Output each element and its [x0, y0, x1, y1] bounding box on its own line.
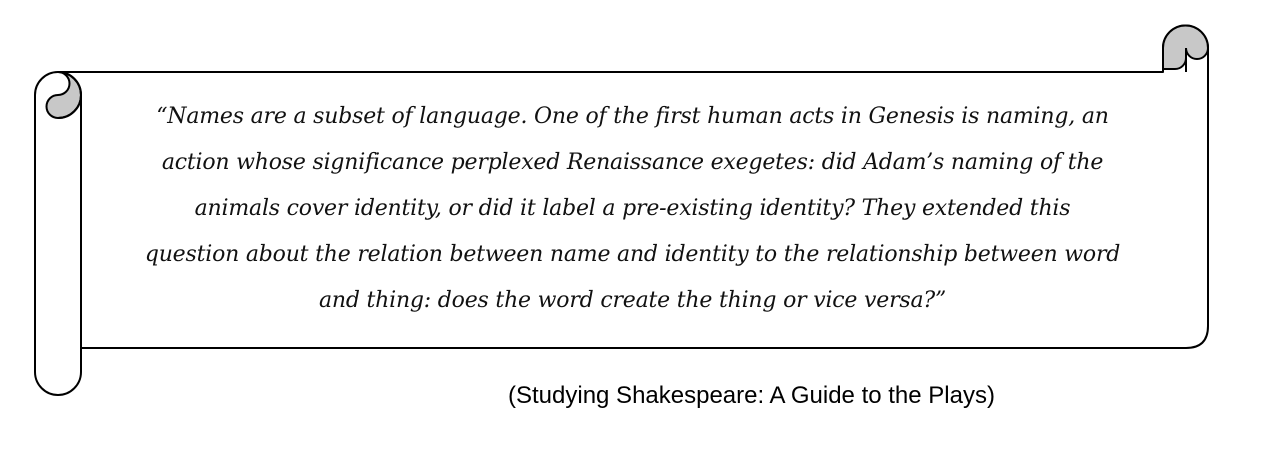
quote-line: action whose significance perplexed Renaissance exegetes: did Adam’s naming of the: [161, 150, 1104, 175]
quote-text: [100, 94, 1165, 324]
citation: (Studying Shakespeare: A Guide to the Plays): [508, 382, 995, 409]
quote-line: “Names are a subset of language. One of the first human acts in Genesis is naming, an: [156, 104, 1109, 129]
left-roll: [35, 72, 81, 395]
quote-line: and thing: does the word create the thing or vice versa?”: [318, 288, 947, 313]
quote-line: animals cover identity, or did it label a pre-existing identity? They extended this: [194, 196, 1071, 221]
quote-line: question about the relation between name and identity to the relationship between word: [144, 242, 1121, 267]
